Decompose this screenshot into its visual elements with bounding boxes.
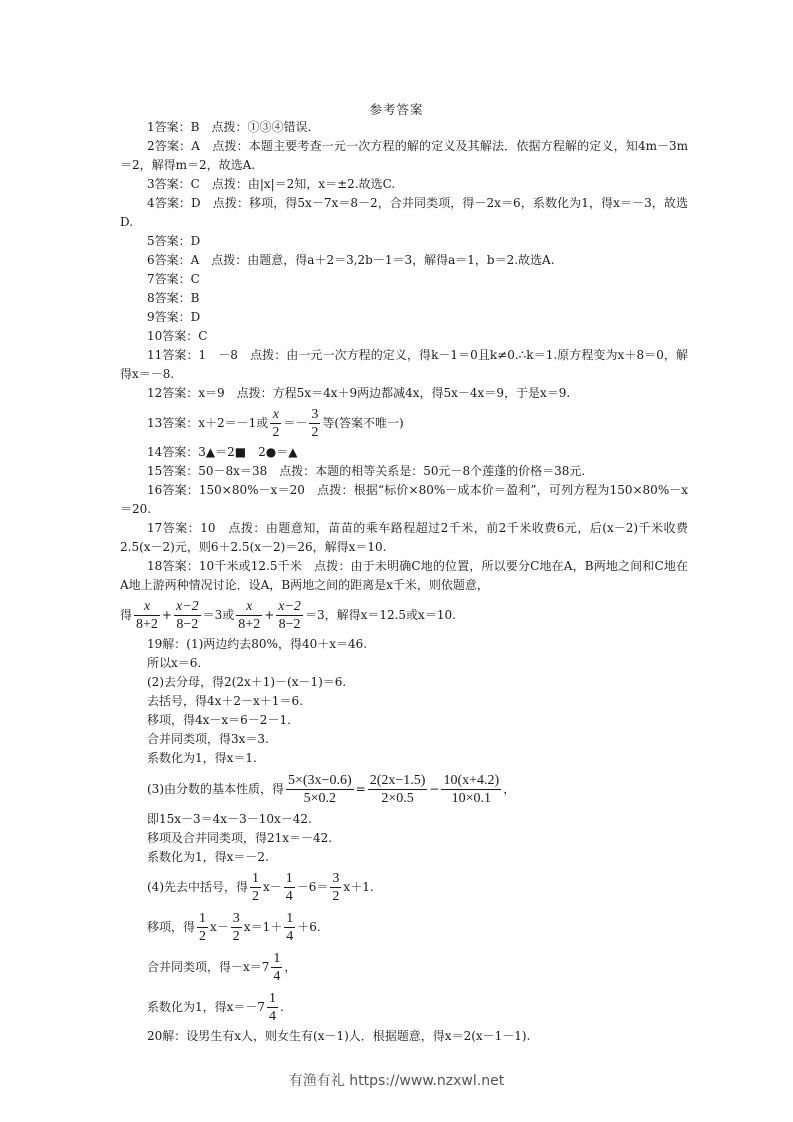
answer-19-transpose: 移项，得 $\frac{1}{2}$ x－ $\frac{3}{2}$ x＝1＋ $\frac{1}{4}$ ＋6.	[147, 911, 321, 944]
circle-icon: ●	[265, 445, 277, 459]
answer-20: 20解：设男生有x人，则女生有(x－1)人．根据题意，得x＝2(x－1－1).	[147, 1029, 531, 1043]
answer-15: 15答案：50－8x＝38 点拨：本题的相等关系是：50元－8个莲蓬的价格＝38元.	[147, 464, 586, 478]
answer-19-line: 系数化为1，得x＝1.	[147, 751, 257, 765]
fraction: $\frac{1}{4}$	[285, 871, 293, 904]
answer-2: 2答案：A 点拨：本题主要考查一元一次方程的解的定义及其解法．依据方程解的定义，知4m－3m＝2，解得m＝2，故选A.	[120, 139, 688, 172]
answer-10: 10答案：C	[147, 329, 208, 343]
fraction: $\frac{1}{2}$	[252, 871, 259, 904]
fraction: $\frac{5\times(3x-0.6)}{5\times 0.2}$	[288, 773, 352, 806]
answer-19-line: 合并同类项，得3x＝3.	[147, 732, 269, 746]
fraction: $\frac{x}{8+2}$	[238, 599, 261, 632]
answer-14: 14答案：3▲＝2■ 2●＝▲	[147, 445, 298, 459]
fraction: $\frac{3}{2}$	[332, 871, 340, 904]
answer-3: 3答案：C 点拨：由|x|＝2知，x＝±2.故选C.	[147, 177, 396, 191]
fraction: $\frac{1}{4}$	[273, 951, 281, 984]
answer-body	[120, 118, 688, 1046]
answer-19-line: 19解：(1)两边约去80%，得40＋x＝46.	[147, 637, 368, 651]
answer-19-line: 所以x＝6.	[147, 656, 202, 670]
answer-19-part4: (4)先去中括号，得 $\frac{1}{2}$ x－ $\frac{1}{4}$ －6＝ $\frac{3}{2}$ x＋1.	[147, 871, 374, 904]
fraction: $\frac{x}{2}$	[272, 407, 280, 440]
fraction: $\frac{1}{4}$	[269, 991, 277, 1024]
answer-19-line: 移项，得4x－x＝6－2－1.	[147, 713, 291, 727]
answer-9: 9答案：D	[147, 310, 201, 324]
fraction: $\frac{x-2}{8-2}$	[175, 599, 199, 632]
answer-19-result: 系数化为1，得x＝－7 $\frac{1}{4}$ .	[147, 991, 284, 1024]
answer-19-line: (2)去分母，得2(2x＋1)－(x－1)＝6.	[147, 675, 347, 689]
answer-19-line: 即15x－3＝4x－3－10x－42.	[147, 812, 312, 826]
answer-19-line: 系数化为1，得x＝－2.	[147, 850, 269, 864]
watermark-footer: 有渔有礼 https://www.nzxwl.net	[288, 1073, 505, 1089]
fraction: $\frac{1}{4}$	[286, 911, 294, 944]
answer-11: 11答案：1 －8 点拨：由一元一次方程的定义，得k－1＝0且k≠0.∴k＝1.原方程变为x＋8＝0，解得x＝－8.	[120, 348, 688, 381]
answer-19-part3: (3)由分数的基本性质，得 $\frac{5\times(3x-0.6)}{5\times 0.2}$ = $\frac{2(2x-1.5)}{2\times 0.5}$ − $\frac{10(x+4.2)}{10\times 0.1}$ ，	[147, 773, 516, 806]
answer-13: 13答案：x＋2＝－1或 $\frac{x}{2}$ ＝－ $\frac{3}{2}$ 等(答案不唯一)	[147, 407, 404, 440]
fraction: $\frac{3}{2}$	[232, 911, 240, 944]
fraction: $\frac{3}{2}$	[311, 407, 319, 440]
answer-18-equation: 得 $\frac{x}{8+2}$ + $\frac{x-2}{8-2}$ ＝3或 $\frac{x}{8+2}$ + $\frac{x-2}{8-2}$ ＝3，解得x＝12.5或x＝10.	[120, 599, 456, 632]
answer-18: 18答案：10千米或12.5千米 点拨：由于未明确C地的位置，所以要分C地在A，B两地之间和C地在A地上游两种情况讨论．设A，B两地之间的距离是x千米，则依题意，	[120, 559, 688, 592]
answer-19-line: 去括号，得4x＋2－x＋1＝6.	[147, 694, 303, 708]
answer-12: 12答案：x＝9 点拨：方程5x＝4x＋9两边都减4x，得5x－4x＝9，于是x＝9.	[147, 386, 571, 400]
answer-16: 16答案：150×80%－x＝20 点拨：根据“标价×80%－成本价＝盈利”，可列方程为150×80%－x＝20.	[120, 483, 688, 516]
square-icon: ■	[234, 445, 247, 459]
fraction: $\frac{x}{8+2}$	[136, 599, 158, 632]
answer-6: 6答案：A 点拨：由题意，得a＋2＝3,2b－1＝3，解得a＝1，b＝2.故选A.	[147, 253, 555, 267]
fraction: $\frac{x-2}{8-2}$	[278, 599, 301, 632]
fraction: $\frac{1}{2}$	[199, 911, 207, 944]
answer-19-combine: 合并同类项，得－x＝7 $\frac{1}{4}$ ，	[147, 951, 297, 984]
answer-5: 5答案：D	[147, 234, 201, 248]
page-title: 参考答案	[369, 102, 424, 117]
answer-8: 8答案：B	[147, 291, 200, 305]
answer-4: 4答案：D 点拨：移项，得5x－7x＝8－2，合并同类项，得－2x＝6，系数化为1，得x＝－3，故选D.	[120, 196, 688, 229]
triangle-icon: ▲	[288, 445, 298, 459]
answer-19-line: 移项及合并同类项，得21x＝－42.	[147, 831, 333, 845]
fraction: $\frac{2(2x-1.5)}{2\times 0.5}$	[369, 773, 426, 806]
answer-1: 1答案：B 点拨：①③④错误.	[147, 120, 312, 134]
answer-7: 7答案：C	[147, 272, 200, 286]
fraction: $\frac{10(x+4.2)}{10\times 0.1}$	[443, 773, 500, 806]
answer-17: 17答案：10 点拨：由题意知，苗苗的乘车路程超过2千米，前2千米收费6元，后(x－2)千米收费2.5(x－2)元，则6＋2.5(x－2)＝26，解得x＝10.	[120, 521, 688, 554]
triangle-icon: ▲	[205, 445, 216, 459]
